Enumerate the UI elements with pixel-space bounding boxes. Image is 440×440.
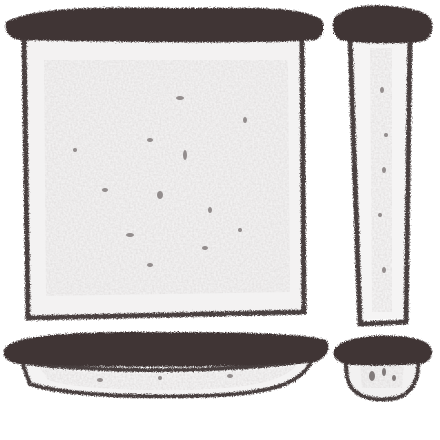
bottom-face — [4, 332, 329, 397]
corner-face-top-rim — [333, 336, 432, 366]
corner-face — [333, 336, 432, 400]
side-face-top-rim — [333, 5, 433, 43]
corner-face-shading — [360, 364, 404, 388]
bottom-face-top-rim — [4, 332, 329, 367]
front-face-shading — [44, 60, 290, 296]
front-face-top-rim — [6, 8, 324, 43]
front-face — [6, 8, 324, 318]
side-face — [333, 5, 433, 324]
